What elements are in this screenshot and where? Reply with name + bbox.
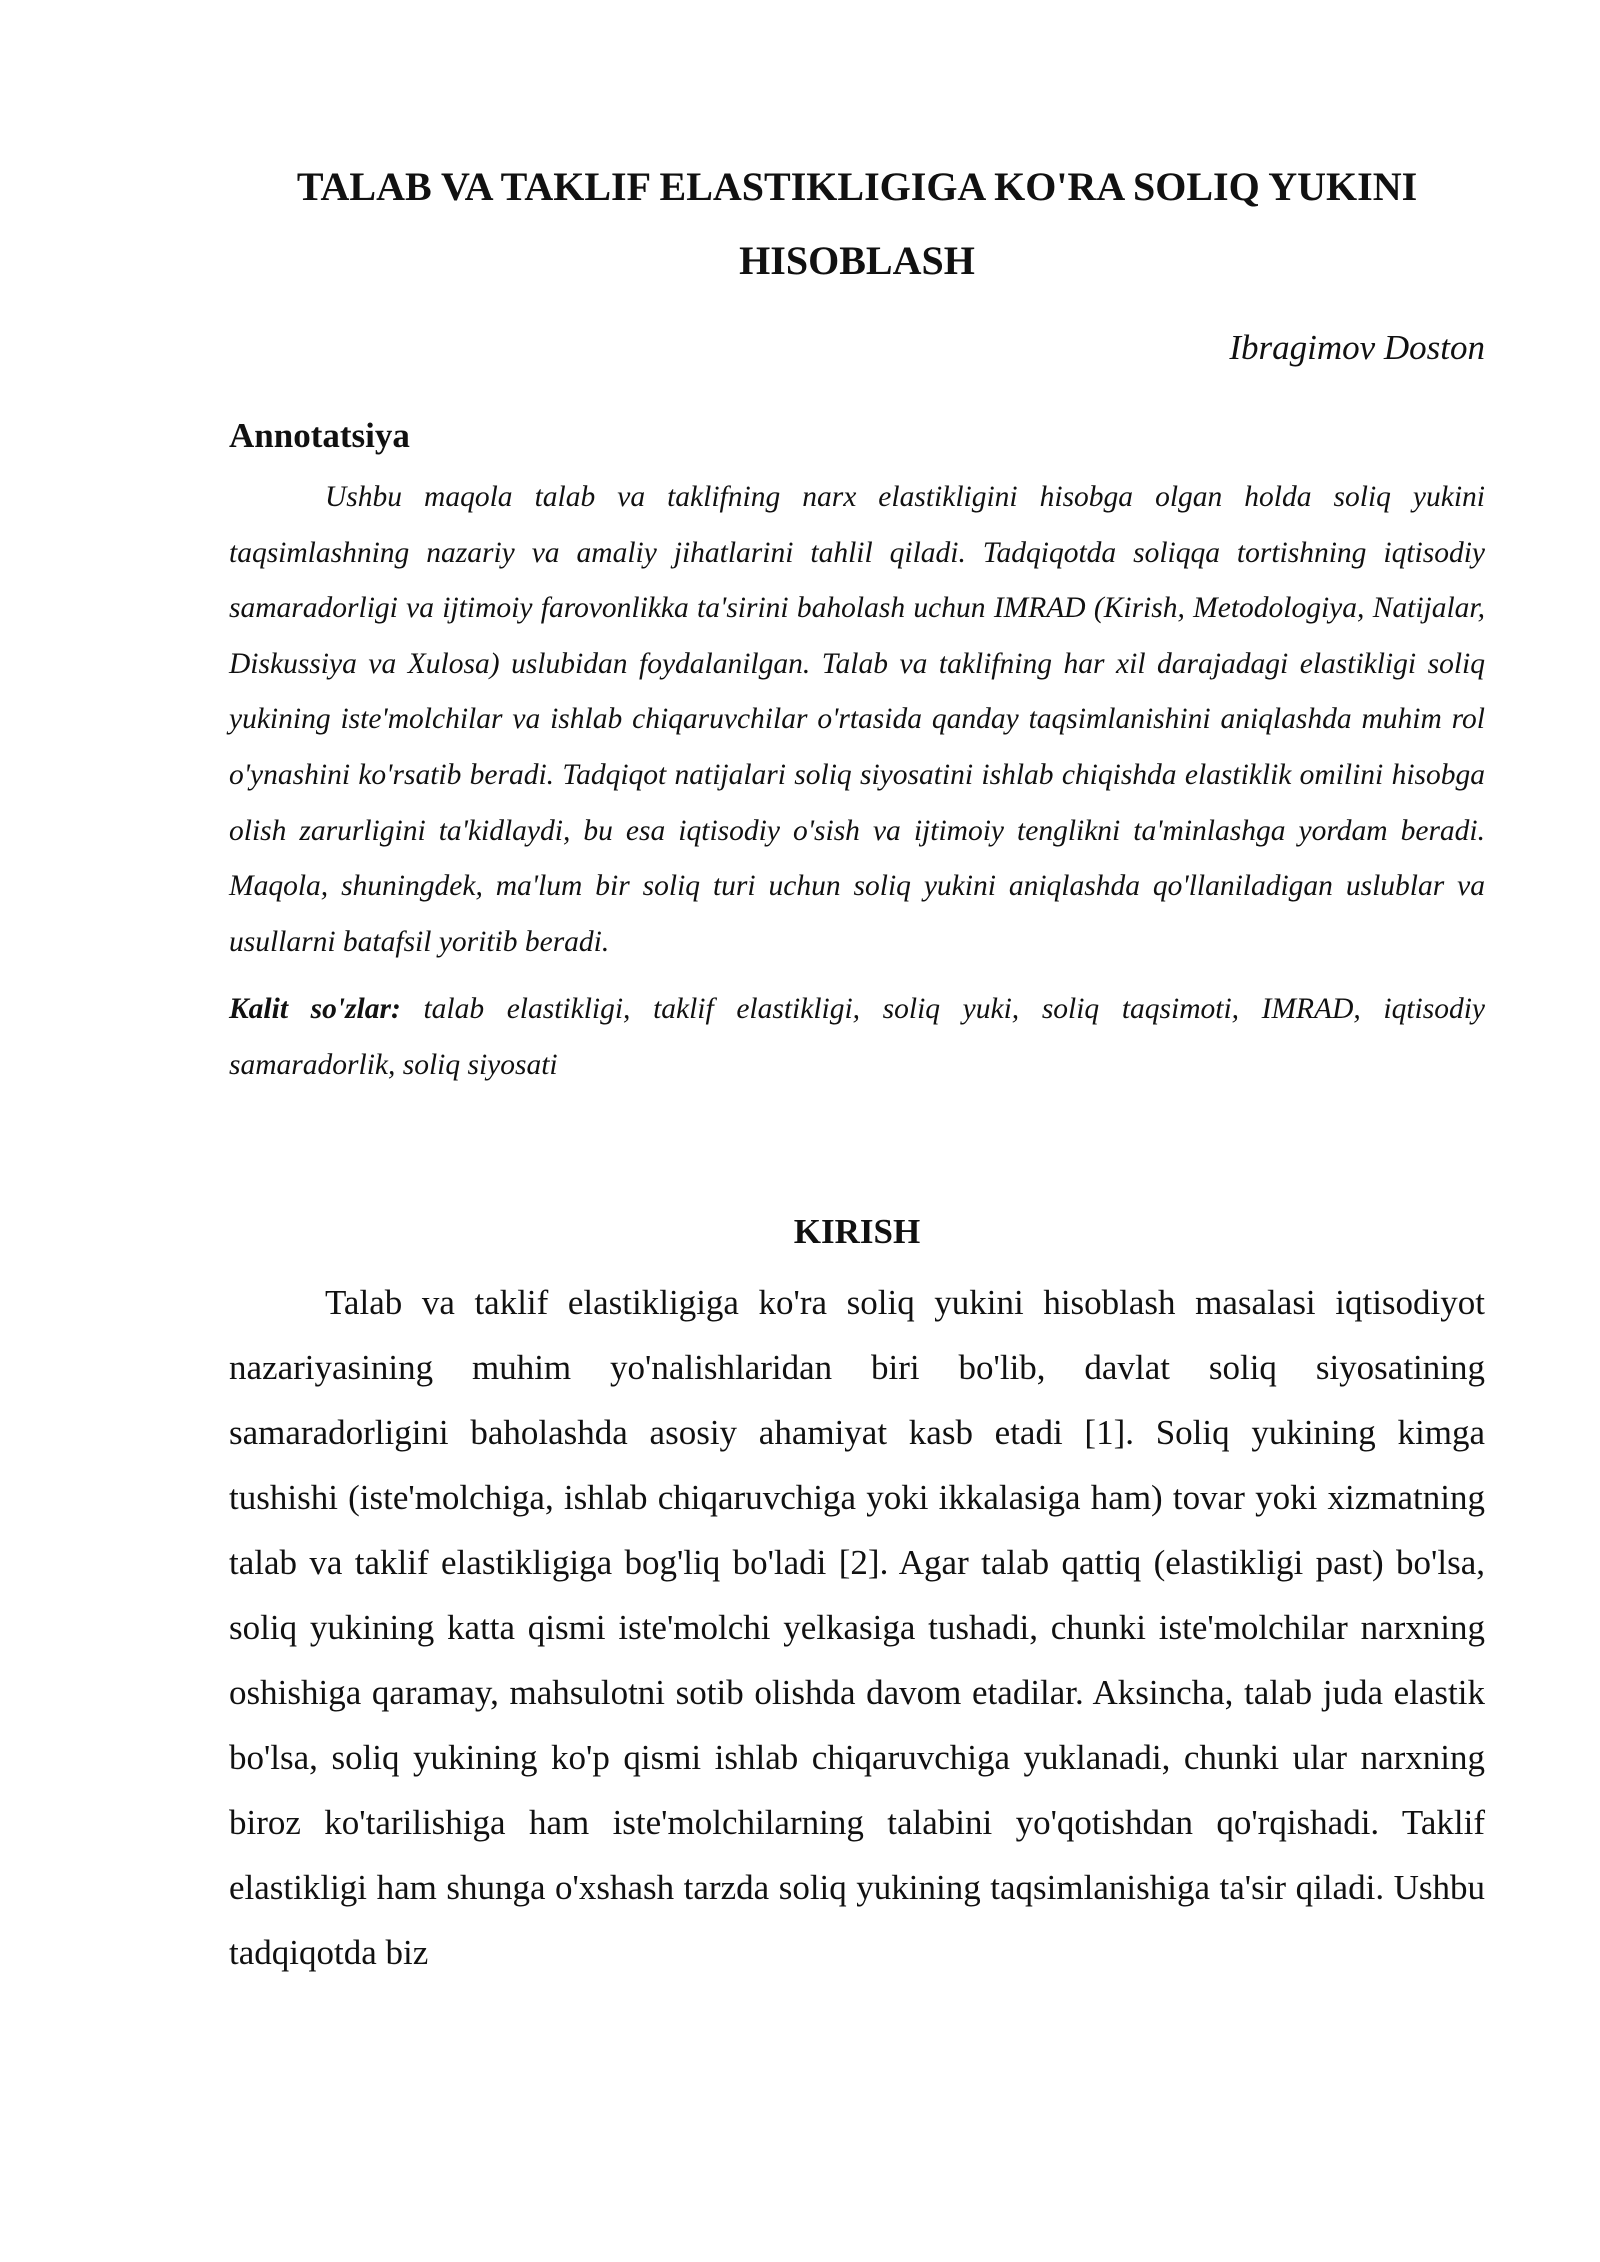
introduction-heading: KIRISH xyxy=(793,1211,921,1251)
author-name: Ibragimov Doston xyxy=(1229,328,1485,367)
keywords-label: Kalit so'zlar: xyxy=(229,993,401,1026)
abstract-paragraph: Ushbu maqola talab va taklifning narx elastikligini hisobga olgan holda soliq yukini taqsimlashning nazariy va amaliy jihatlarini tahlil qiladi. Tadqiqotda soliqqa tortishning iqtisodiy samaradorligi va ijtimoiy farovonlikka ta'sirini baholash uchun IMRAD (Kirish, Metodologiya, Natijalar, Diskussiya va Xulosa) uslubidan foydalanilgan. Talab va taklifning har xil darajadagi elastikligi soliq yukining iste'molchilar va ishlab chiqaruvchilar o'rtasida qanday taqsimlanishini aniqlashda muhim rol o'ynashini ko'rsatib beradi. Tadqiqot natijalari soliq siyosatini ishlab chiqishda elastiklik omilini hisobga olish zarurligini ta'kidlaydi, bu esa iqtisodiy o'sish va ijtimoiy tenglikni ta'minlashga yordam beradi. Maqola, shuningdek, ma'lum bir soliq turi uchun soliq yukini aniqlashda qo'llaniladigan uslublar va usullarni batafsil yoritib beradi. xyxy=(229,481,1485,958)
keywords-paragraph xyxy=(229,982,1485,1093)
introduction-paragraph: Talab va taklif elastikligiga ko'ra soliq yukini hisoblash masalasi iqtisodiyot nazariyasining muhim yo'nalishlaridan biri bo'lib, davlat soliq siyosatining samaradorligini baholashda asosiy ahamiyat kasb etadi [1]. Soliq yukining kimga tushishi (iste'molchiga, ishlab chiqaruvchiga yoki ikkalasiga ham) tovar yoki xizmatning talab va taklif elastikligiga bog'liq bo'ladi [2]. Agar talab qattiq (elastikligi past) bo'lsa, soliq yukining katta qismi iste'molchi yelkasiga tushadi, chunki iste'molchilar narxning oshishiga qaramay, mahsulotni sotib olishda davom etadilar. Aksincha, talab juda elastik bo'lsa, soliq yukining ko'p qismi ishlab chiqaruvchiga yuklanadi, chunki ular narxning biroz ko'tarilishiga ham iste'molchilarning talabini yo'qotishdan qo'rqishadi. Taklif elastikligi ham shunga o'xshash tarzda soliq yukining taqsimlanishiga ta'sir qiladi. Ushbu tadqiqotda biz xyxy=(229,1282,1485,1973)
keywords-list: talab elastikligi, taklif elastikligi, soliq yuki, soliq taqsimoti, IMRAD, iqtisodiy samaradorlik, soliq siyosati xyxy=(229,993,1485,1081)
abstract-heading: Annotatsiya xyxy=(229,416,410,455)
paper-title: TALAB VA TAKLIF ELASTIKLIGIGA KO'RA SOLIQ YUKINI HISOBLASH xyxy=(296,164,1418,283)
page-content xyxy=(229,150,1485,1986)
